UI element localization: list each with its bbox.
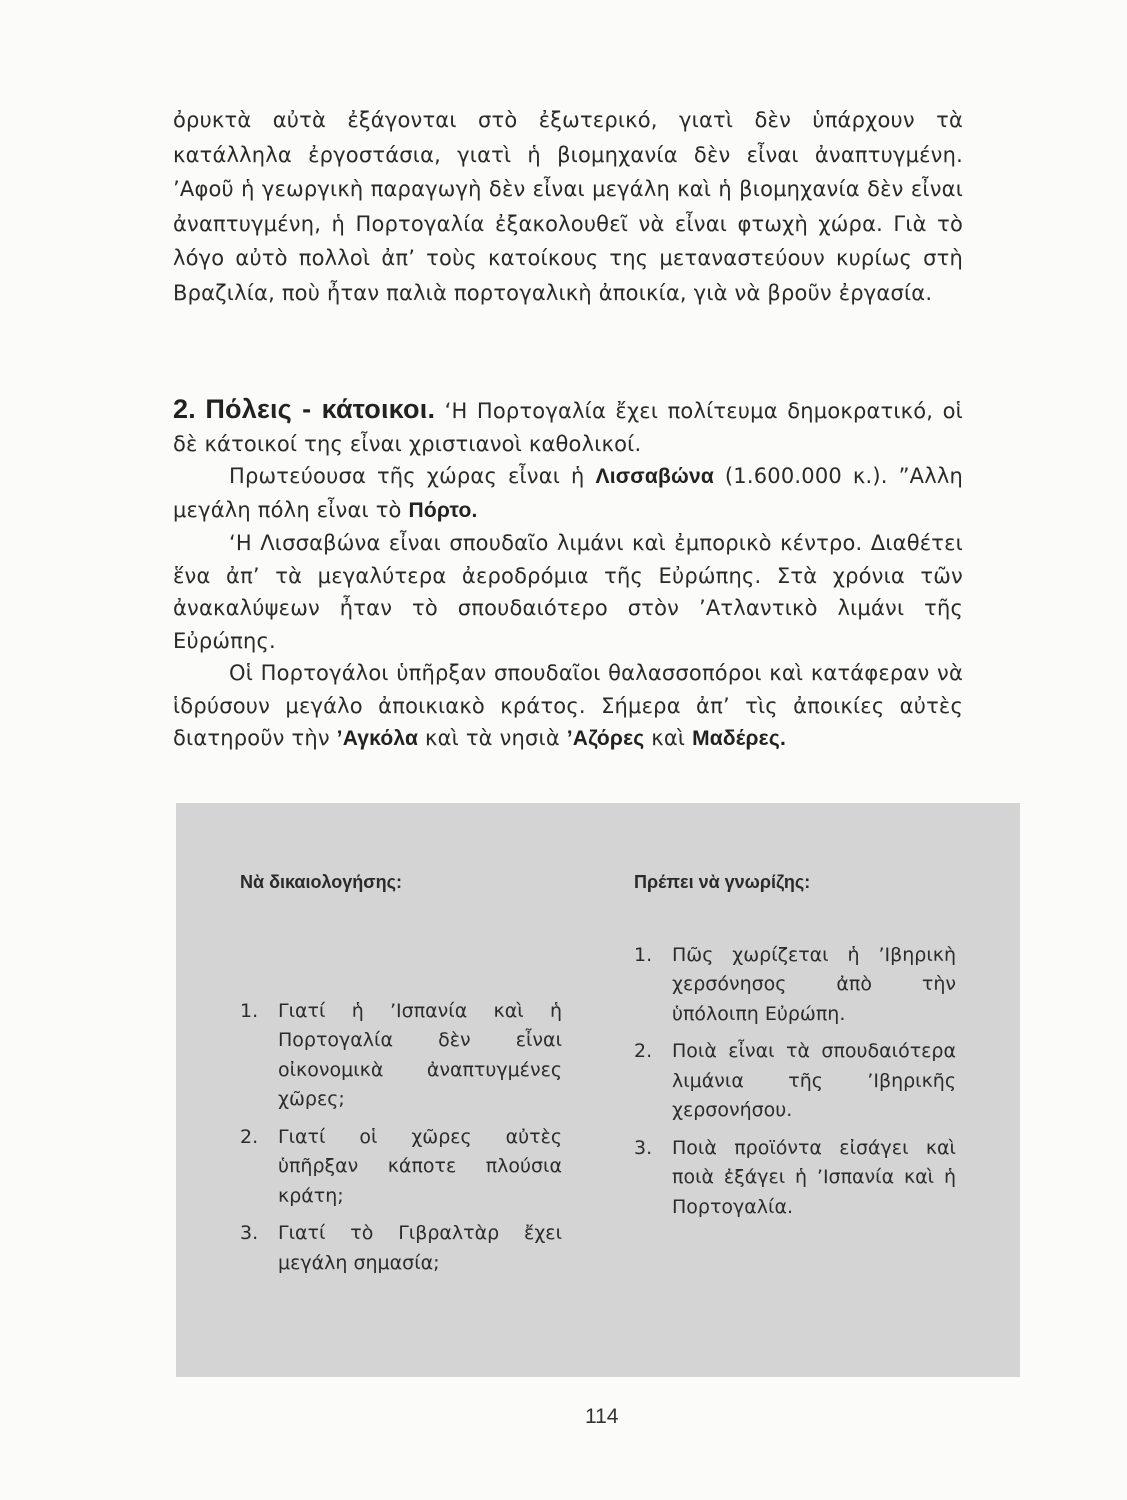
know-list (634, 941, 974, 1223)
capital-text-a: Πρωτεύουσα τῆς χώρας εἶναι ἡ (229, 464, 596, 488)
capital-text-b: (1.600.000 κ.). ”Αλλη μεγάλη πόλη εἶναι τὸ (173, 464, 963, 522)
page-number: 114 (585, 1405, 619, 1428)
colonies-text-a: Οἱ Πορτογάλοι ὑπῆρξαν σπουδαῖοι θαλασσοπόροι καὶ κατάφεραν νὰ ἱδρύσουν μεγάλο ἀποικιακὸ κράτος. Σήμερα ἀπ’ τὶς ἀποικίες αὐτὲς διατηροῦν τὴν (173, 661, 963, 750)
colonies-text-b: καὶ τὰ νησιὰ (418, 726, 567, 750)
item-number: 3. (634, 1136, 653, 1159)
list-item (240, 1123, 610, 1212)
intro-text (173, 103, 963, 310)
list-item (634, 941, 974, 1030)
city-name: Πόρτο. (408, 498, 478, 522)
item-text: Ποιὰ προϊόντα εἰσάγει καὶ ποιὰ ἐξάγει ἡ ’Ισπανία καὶ ἡ Πορτογαλία. (672, 1136, 956, 1218)
item-number: 2. (634, 1040, 653, 1062)
item-text: Ποιὰ εἶναι τὰ σπουδαιότερα λιμάνια τῆς ’Ιβηρικῆς χερσονήσου. (672, 1040, 956, 1121)
know-column (634, 868, 974, 1230)
item-number: 1. (240, 999, 259, 1022)
azores-name: ’Αζόρες (566, 727, 645, 750)
list-item (240, 1219, 610, 1278)
capital-name: Λισσαβώνα (595, 465, 714, 488)
justify-list (240, 997, 610, 1279)
item-number: 3. (240, 1222, 259, 1244)
capital-paragraph (173, 460, 963, 527)
section-intro-paragraph (173, 393, 963, 460)
know-heading: Πρέπει νὰ γνωρίζης: (634, 872, 811, 892)
justify-column (240, 868, 610, 1286)
lisbon-paragraph: ‘Η Λισσαβώνα εἶναι σπουδαῖο λιμάνι καὶ ἐμπορικὸ κέντρο. Διαθέτει ἕνα ἀπ’ τὰ μεγαλύτερα ἀεροδρόμια τῆς Εὐρώπης. Στὰ χρόνια τῶν ἀνακαλύψεων ἦταν τὸ σπουδαιότερο στὸν ’Ατλαντικὸ λιμάνι τῆς Εὐρώπης. (173, 531, 963, 653)
justify-heading: Νὰ δικαιολογήσης: (240, 872, 402, 892)
list-item (240, 997, 610, 1115)
list-item (634, 1037, 974, 1126)
madeira-name: Μαδέρες. (692, 727, 786, 750)
top-paragraph: ὀρυκτὰ αὐτὰ ἐξάγονται στὸ ἐξωτερικό, γιατὶ δὲν ὑπάρχουν τὰ κατάλληλα ἐργοστάσια, γιατὶ ἡ βιομηχανία δὲν εἶναι ἀναπτυγμένη. ’Αφοῦ ἡ γεωργικὴ παραγωγὴ δὲν εἶναι μεγάλη καὶ ἡ βιομηχανία δὲν εἶναι ἀναπτυγμένη, ἡ Πορτογαλία ἐξακολουθεῖ νὰ εἶναι φτωχὴ χώρα. Γιὰ τὸ λόγο αὐτὸ πολλοὶ ἀπ’ τοὺς κατοίκους της μεταναστεύουν κυρίως στὴ Βραζιλία, ποὺ ἦταν παλιὰ πορτογαλικὴ ἀποικία, γιὰ νὰ βροῦν ἐργασία. (173, 108, 963, 305)
angola-name: ’Αγκόλα (336, 727, 419, 750)
section-title: Πόλεις - κάτοικοι. (205, 394, 436, 424)
section-cities-inhabitants (173, 393, 963, 756)
item-text: Πῶς χωρίζεται ἡ ’Ιβηρικὴ χερσόνησος ἀπὸ τὴν ὑπόλοιπη Εὐρώπη. (672, 943, 956, 1025)
exercise-box (176, 803, 1020, 1377)
item-number: 1. (634, 943, 653, 966)
colonies-paragraph (173, 657, 963, 756)
list-item (634, 1134, 974, 1223)
item-text: Γιατί οἱ χῶρες αὐτὲς ὑπῆρξαν κάποτε πλούσια κράτη; (278, 1125, 562, 1207)
colonies-text-c: καὶ (644, 726, 693, 750)
section-number: 2. (173, 394, 196, 424)
item-text: Γιατί ἡ ’Ισπανία καὶ ἡ Πορτογαλία δὲν εἶναι οἰκονομικὰ ἀναπτυγμένες χῶρες; (278, 999, 562, 1110)
item-number: 2. (240, 1125, 259, 1148)
item-text: Γιατί τὸ Γιβραλτὰρ ἔχει μεγάλη σημασία; (278, 1222, 562, 1274)
section-intro: ‘Η Πορτογαλία ἔχει πολίτευμα δημοκρατικό, οἱ δὲ κάτοικοί της εἶναι χριστιανοὶ καθολικοί. (173, 399, 963, 456)
